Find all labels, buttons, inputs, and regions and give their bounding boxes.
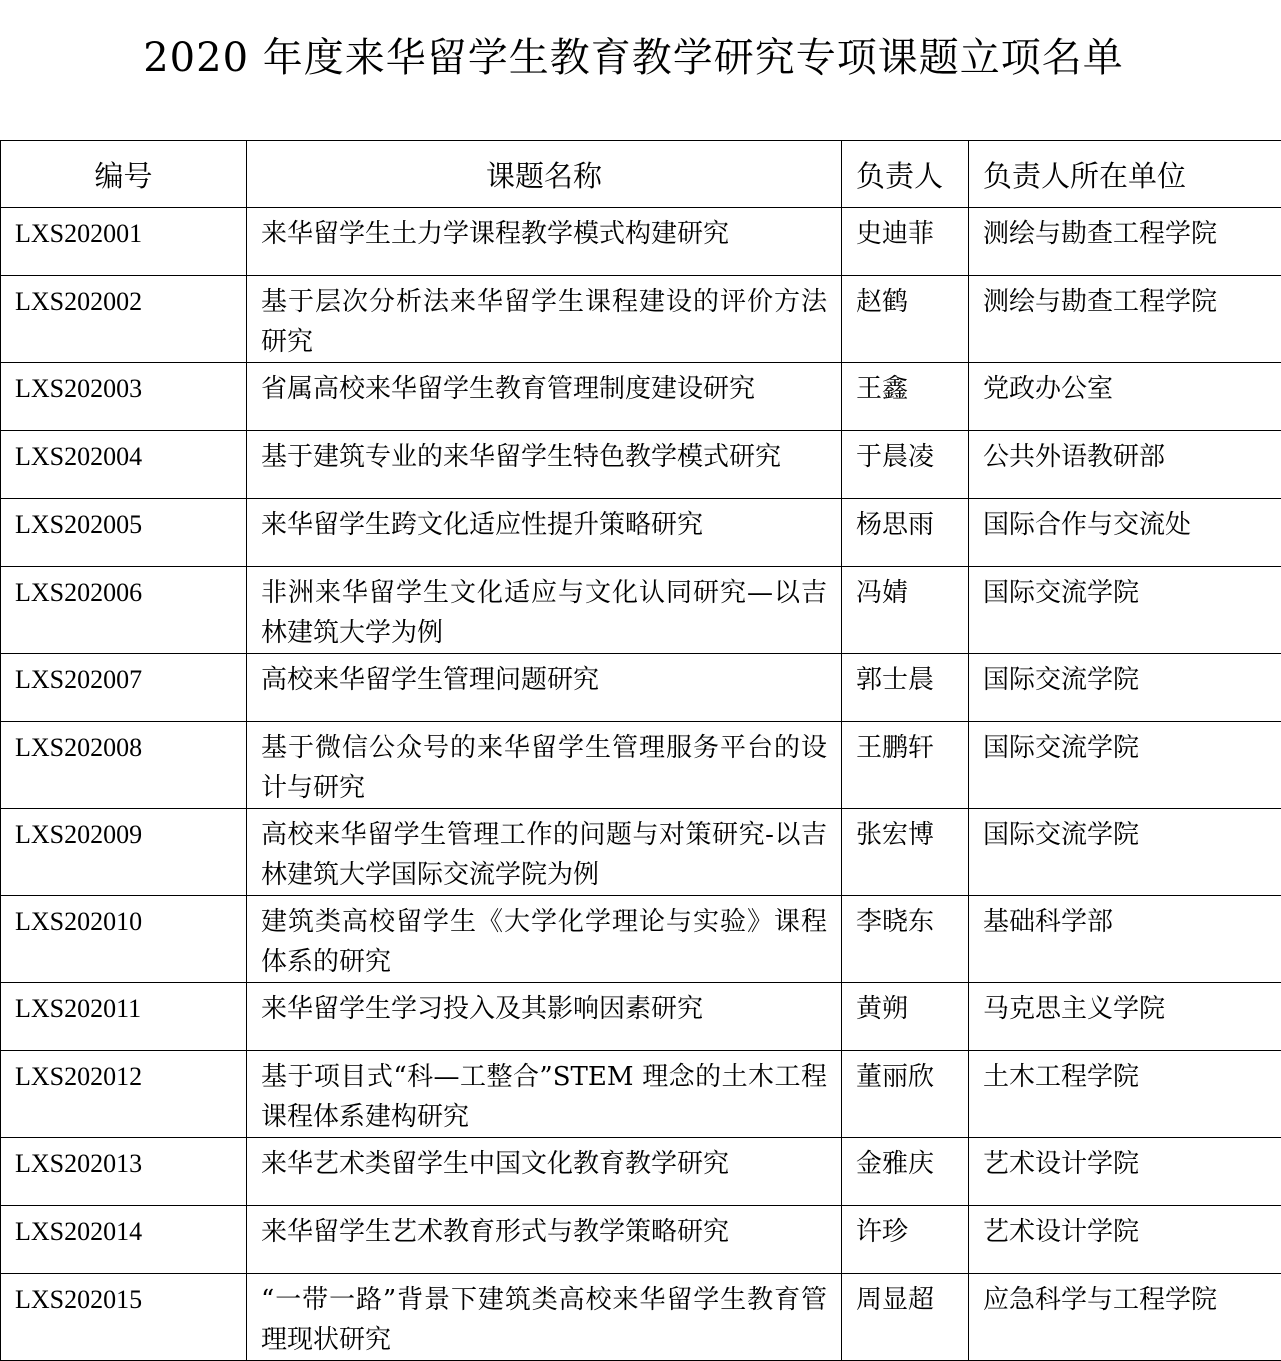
project-title: 来华艺术类留学生中国文化教育教学研究 [247, 1138, 842, 1206]
project-lead: 董丽欣 [842, 1051, 969, 1138]
column-header-title: 课题名称 [247, 141, 842, 208]
project-code: LXS202015 [1, 1274, 247, 1361]
project-title: 来华留学生跨文化适应性提升策略研究 [247, 499, 842, 567]
table-row [1, 809, 1281, 896]
table-row [1, 1206, 1281, 1274]
project-unit: 艺术设计学院 [969, 1206, 1281, 1274]
project-unit: 国际交流学院 [969, 567, 1281, 654]
project-code: LXS202002 [1, 276, 247, 363]
project-code: LXS202008 [1, 722, 247, 809]
project-code: LXS202007 [1, 654, 247, 722]
project-unit: 国际交流学院 [969, 809, 1281, 896]
project-lead: 王鑫 [842, 363, 969, 431]
table-row [1, 363, 1281, 431]
project-lead: 王鹏轩 [842, 722, 969, 809]
project-unit: 基础科学部 [969, 896, 1281, 983]
project-lead: 赵鹤 [842, 276, 969, 363]
project-code: LXS202012 [1, 1051, 247, 1138]
project-code: LXS202011 [1, 983, 247, 1051]
project-code: LXS202001 [1, 208, 247, 276]
project-unit: 党政办公室 [969, 363, 1281, 431]
project-title: 基于项目式“科—工整合”STEM 理念的土木工程课程体系建构研究 [247, 1051, 842, 1138]
project-code: LXS202003 [1, 363, 247, 431]
project-code: LXS202009 [1, 809, 247, 896]
project-title: 来华留学生学习投入及其影响因素研究 [247, 983, 842, 1051]
column-header-code: 编号 [1, 141, 247, 208]
table-row [1, 431, 1281, 499]
project-title: 来华留学生艺术教育形式与教学策略研究 [247, 1206, 842, 1274]
project-code: LXS202010 [1, 896, 247, 983]
table-row [1, 654, 1281, 722]
project-lead: 郭士晨 [842, 654, 969, 722]
project-list-table [0, 140, 1281, 1361]
table-row [1, 983, 1281, 1051]
project-lead: 于晨凌 [842, 431, 969, 499]
project-unit: 马克思主义学院 [969, 983, 1281, 1051]
project-code: LXS202013 [1, 1138, 247, 1206]
project-title: 基于建筑专业的来华留学生特色教学模式研究 [247, 431, 842, 499]
project-lead: 许珍 [842, 1206, 969, 1274]
table-row [1, 1051, 1281, 1138]
project-unit: 公共外语教研部 [969, 431, 1281, 499]
table-row [1, 1138, 1281, 1206]
project-unit: 测绘与勘查工程学院 [969, 208, 1281, 276]
project-title: “一带一路”背景下建筑类高校来华留学生教育管理现状研究 [247, 1274, 842, 1361]
table-row [1, 722, 1281, 809]
project-code: LXS202005 [1, 499, 247, 567]
table-row [1, 896, 1281, 983]
project-lead: 杨思雨 [842, 499, 969, 567]
project-title: 来华留学生土力学课程教学模式构建研究 [247, 208, 842, 276]
project-title: 省属高校来华留学生教育管理制度建设研究 [247, 363, 842, 431]
column-header-unit: 负责人所在单位 [969, 141, 1281, 208]
project-lead: 史迪菲 [842, 208, 969, 276]
project-lead: 张宏博 [842, 809, 969, 896]
table-row [1, 1274, 1281, 1361]
table-row [1, 276, 1281, 363]
table-header-row [1, 141, 1281, 208]
table-row [1, 208, 1281, 276]
document-title: 2020 年度来华留学生教育教学研究专项课题立项名单 [0, 30, 1267, 86]
project-unit: 艺术设计学院 [969, 1138, 1281, 1206]
project-unit: 国际合作与交流处 [969, 499, 1281, 567]
project-unit: 土木工程学院 [969, 1051, 1281, 1138]
project-unit: 测绘与勘查工程学院 [969, 276, 1281, 363]
project-title: 建筑类高校留学生《大学化学理论与实验》课程体系的研究 [247, 896, 842, 983]
project-lead: 周显超 [842, 1274, 969, 1361]
project-title: 高校来华留学生管理工作的问题与对策研究-以吉林建筑大学国际交流学院为例 [247, 809, 842, 896]
project-lead: 金雅庆 [842, 1138, 969, 1206]
column-header-lead: 负责人 [842, 141, 969, 208]
project-code: LXS202014 [1, 1206, 247, 1274]
project-title: 基于层次分析法来华留学生课程建设的评价方法研究 [247, 276, 842, 363]
project-title: 高校来华留学生管理问题研究 [247, 654, 842, 722]
project-lead: 冯婧 [842, 567, 969, 654]
project-lead: 李晓东 [842, 896, 969, 983]
table-row [1, 499, 1281, 567]
project-lead: 黄朔 [842, 983, 969, 1051]
project-code: LXS202006 [1, 567, 247, 654]
project-code: LXS202004 [1, 431, 247, 499]
project-unit: 国际交流学院 [969, 654, 1281, 722]
project-unit: 国际交流学院 [969, 722, 1281, 809]
project-title: 基于微信公众号的来华留学生管理服务平台的设计与研究 [247, 722, 842, 809]
table-row [1, 567, 1281, 654]
project-unit: 应急科学与工程学院 [969, 1274, 1281, 1361]
project-title: 非洲来华留学生文化适应与文化认同研究—以吉林建筑大学为例 [247, 567, 842, 654]
